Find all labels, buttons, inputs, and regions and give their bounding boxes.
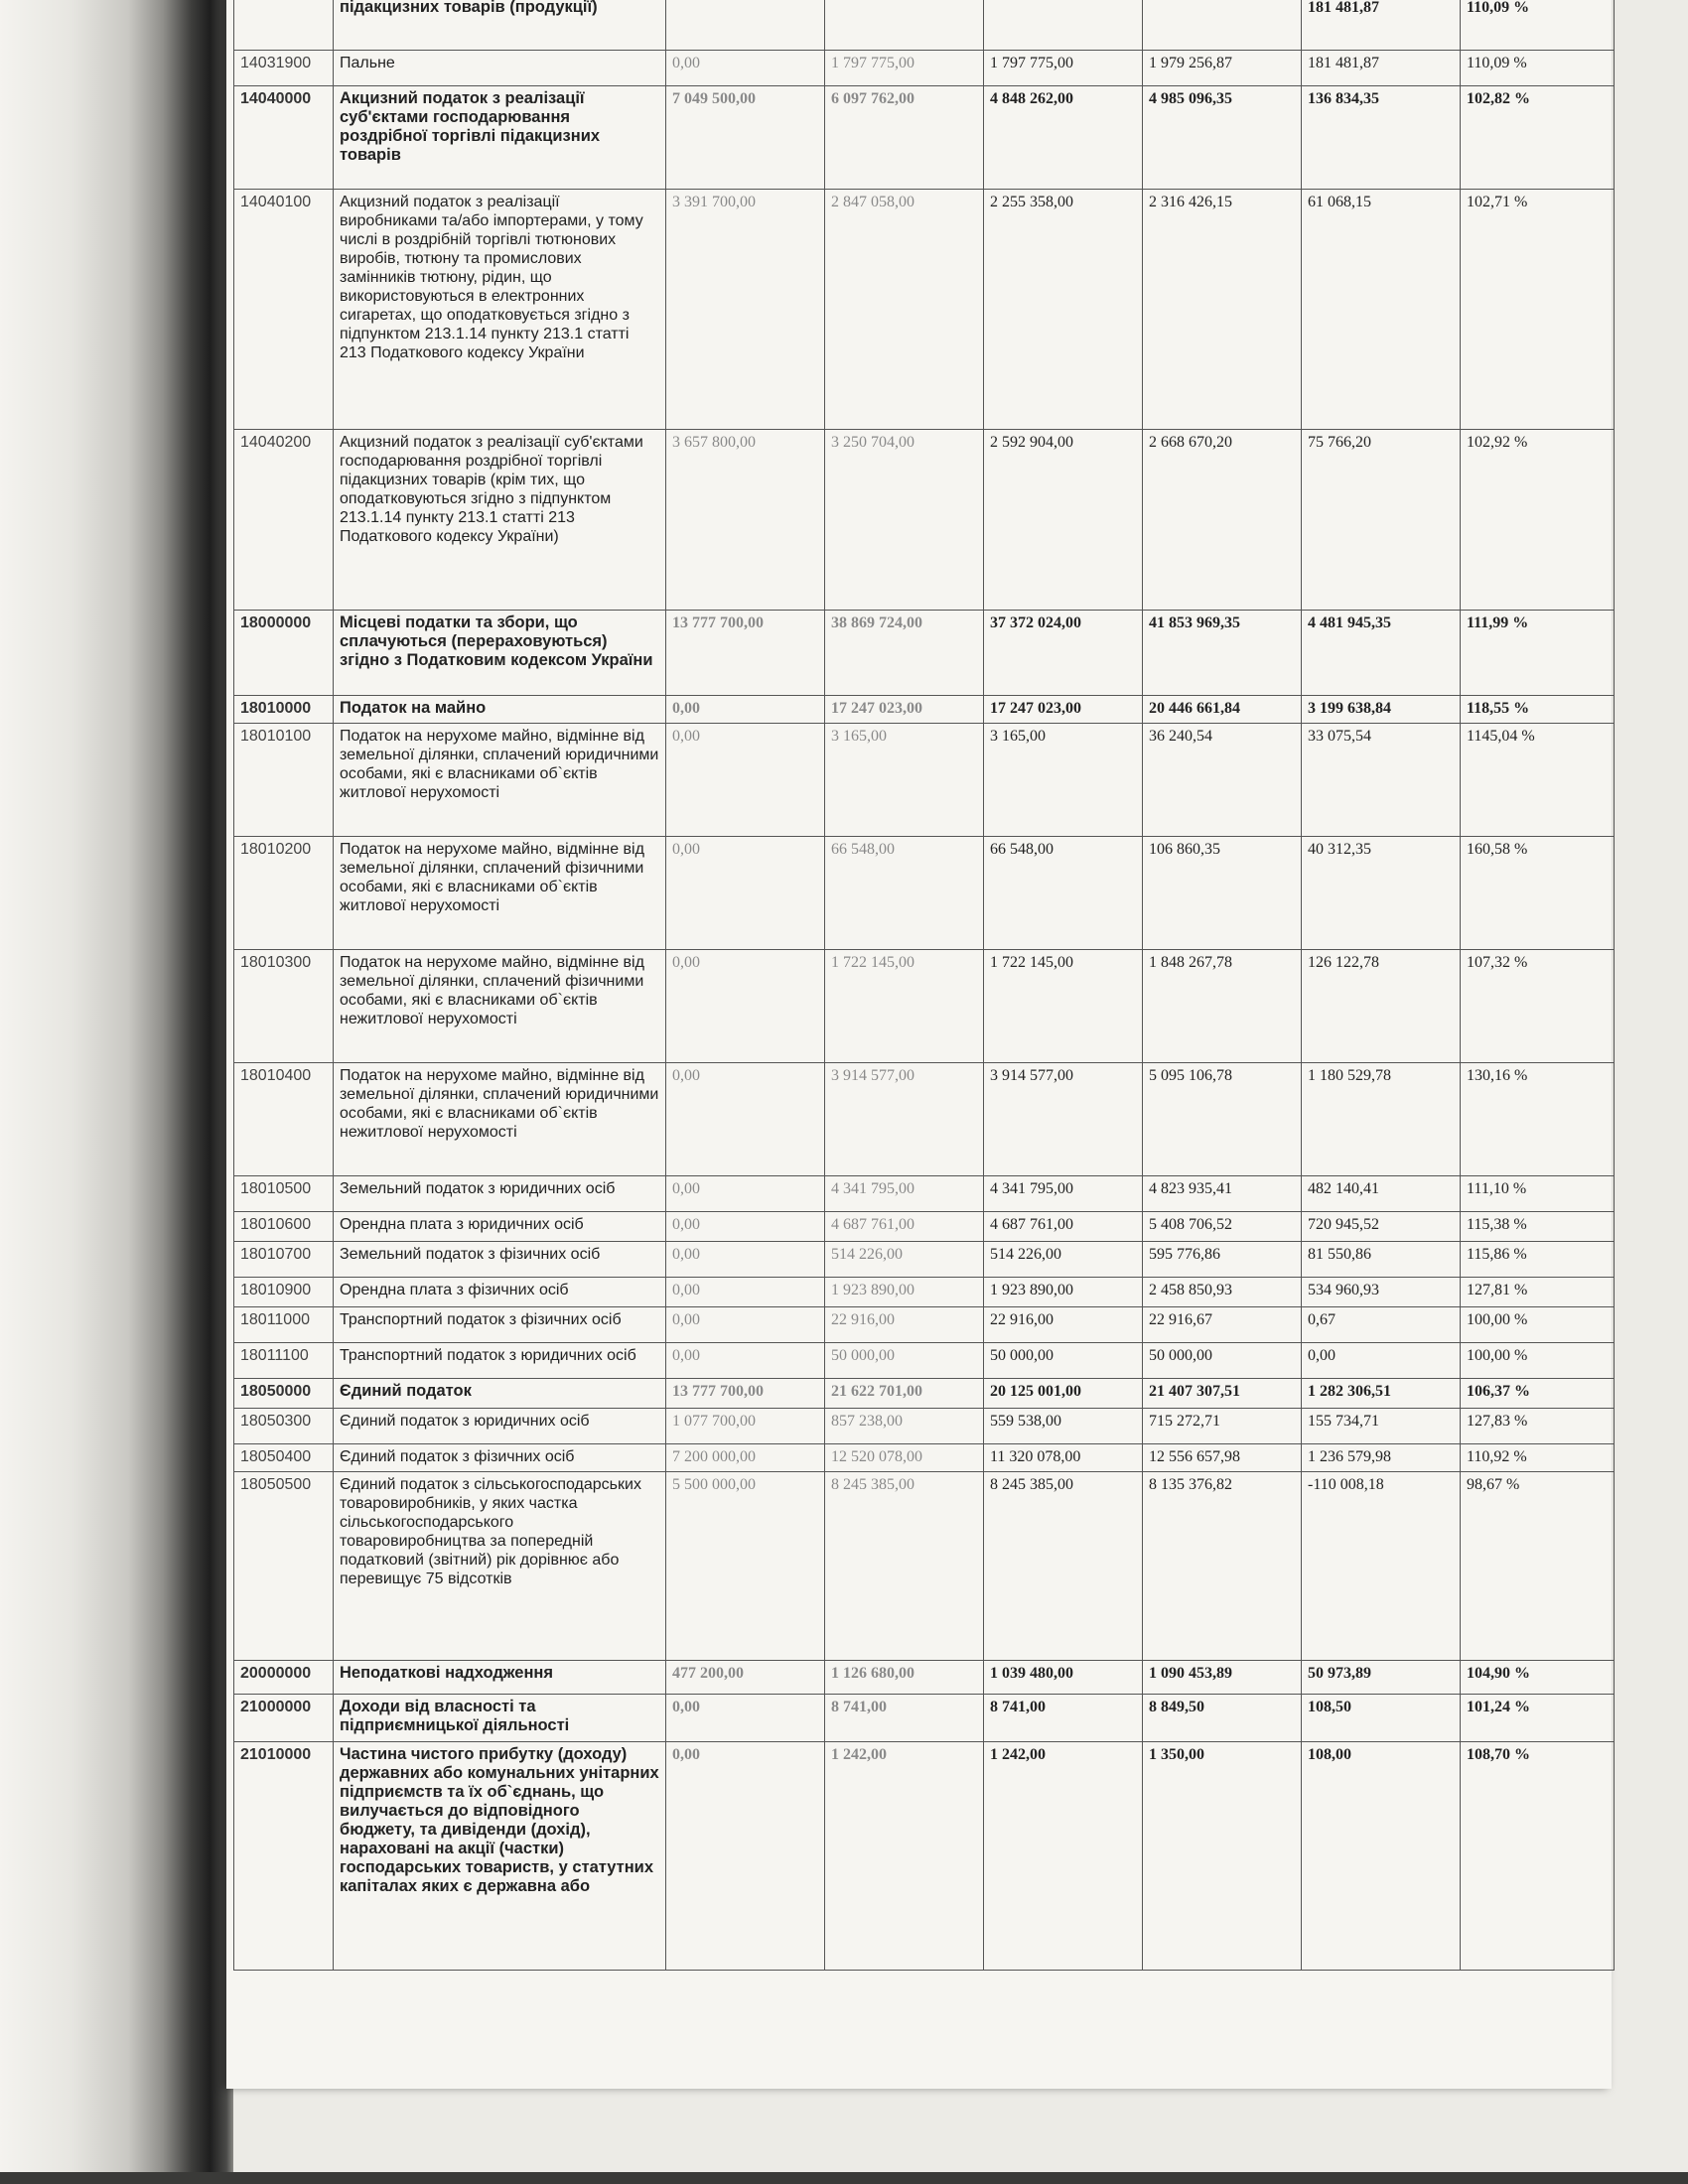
- row-name: Єдиний податок з юридичних осіб: [334, 1409, 666, 1444]
- row-plan-period: 8 741,00: [984, 1695, 1143, 1742]
- row-name: Земельний податок з юридичних осіб: [334, 1176, 666, 1212]
- row-percent: 102,82 %: [1461, 86, 1615, 190]
- row-plan-revised: 1 797 775,00: [825, 51, 984, 86]
- row-actual: 4 985 096,35: [1143, 86, 1302, 190]
- row-percent: 118,55 %: [1461, 696, 1615, 724]
- row-percent: 127,83 %: [1461, 1409, 1615, 1444]
- row-plan-revised: 50 000,00: [825, 1343, 984, 1379]
- row-deviation: 136 834,35: [1302, 86, 1461, 190]
- row-code: 18010500: [234, 1176, 334, 1212]
- row-plan-year: 477 200,00: [666, 1661, 825, 1695]
- row-plan-period: 11 320 078,00: [984, 1444, 1143, 1472]
- row-deviation: 126 122,78: [1302, 950, 1461, 1063]
- budget-revenue-table: [233, 0, 1615, 1971]
- table-row: [234, 1307, 1615, 1343]
- row-code: 18000000: [234, 611, 334, 696]
- row-plan-period: 559 538,00: [984, 1409, 1143, 1444]
- row-plan-period: 2 592 904,00: [984, 430, 1143, 611]
- row-name: Пальне: [334, 51, 666, 86]
- row-plan-period: 17 247 023,00: [984, 696, 1143, 724]
- row-code: 18050300: [234, 1409, 334, 1444]
- table-row: [234, 1176, 1615, 1212]
- row-name: Доходи від власності та підприємницької діяльності: [334, 1695, 666, 1742]
- row-percent: 102,92 %: [1461, 430, 1615, 611]
- table-row: [234, 724, 1615, 837]
- row-deviation: 1 236 579,98: [1302, 1444, 1461, 1472]
- row-plan-year: 1 077 700,00: [666, 1409, 825, 1444]
- row-actual: 21 407 307,51: [1143, 1379, 1302, 1409]
- row-plan-year: 0,00: [666, 1278, 825, 1307]
- table-row: [234, 1278, 1615, 1307]
- row-plan-year: 3 391 700,00: [666, 190, 825, 430]
- table-row: [234, 1343, 1615, 1379]
- row-deviation: 181 481,87: [1302, 0, 1461, 51]
- table-row: [234, 430, 1615, 611]
- row-actual: 20 446 661,84: [1143, 696, 1302, 724]
- row-plan-year: 0,00: [666, 1212, 825, 1242]
- row-plan-period: 1 797 775,00: [984, 51, 1143, 86]
- table-row: [234, 1661, 1615, 1695]
- row-code: 18050000: [234, 1379, 334, 1409]
- row-plan-period: 66 548,00: [984, 837, 1143, 950]
- row-actual: 1 350,00: [1143, 1742, 1302, 1971]
- table-row: [234, 0, 1615, 51]
- row-plan-revised: 1 722 145,00: [825, 950, 984, 1063]
- row-deviation: 40 312,35: [1302, 837, 1461, 950]
- table-row: [234, 1212, 1615, 1242]
- row-plan-revised: 4 341 795,00: [825, 1176, 984, 1212]
- row-deviation: 0,67: [1302, 1307, 1461, 1343]
- row-plan-period: 1 242,00: [984, 1742, 1143, 1971]
- row-plan-year: 5 500 000,00: [666, 1472, 825, 1661]
- table-row: [234, 696, 1615, 724]
- row-name: Податок на нерухоме майно, відмінне від земельної ділянки, сплачений юридичними особами, які є власниками об`єктів нежитлової нерухомості: [334, 1063, 666, 1176]
- row-name: Податок на нерухоме майно, відмінне від земельної ділянки, сплачений фізичними особами, які є власниками об`єктів житлової нерухомості: [334, 837, 666, 950]
- row-plan-year: 0,00: [666, 51, 825, 86]
- row-deviation: 81 550,86: [1302, 1242, 1461, 1278]
- row-plan-year: 0,00: [666, 1176, 825, 1212]
- row-name: Земельний податок з фізичних осіб: [334, 1242, 666, 1278]
- table-row: [234, 950, 1615, 1063]
- row-percent: 98,67 %: [1461, 1472, 1615, 1661]
- row-plan-period: 4 848 262,00: [984, 86, 1143, 190]
- row-deviation: 33 075,54: [1302, 724, 1461, 837]
- table-row: [234, 51, 1615, 86]
- row-plan-period: 514 226,00: [984, 1242, 1143, 1278]
- row-plan-revised: 6 097 762,00: [825, 86, 984, 190]
- row-actual: 2 316 426,15: [1143, 190, 1302, 430]
- row-deviation: 4 481 945,35: [1302, 611, 1461, 696]
- row-code: 18010400: [234, 1063, 334, 1176]
- table-row: [234, 1063, 1615, 1176]
- row-actual: 50 000,00: [1143, 1343, 1302, 1379]
- row-code: 14040000: [234, 86, 334, 190]
- row-plan-year: 0,00: [666, 1742, 825, 1971]
- row-code: 18011100: [234, 1343, 334, 1379]
- row-code: 14031900: [234, 51, 334, 86]
- row-deviation: 181 481,87: [1302, 51, 1461, 86]
- row-percent: 106,37 %: [1461, 1379, 1615, 1409]
- row-plan-period: 3 165,00: [984, 724, 1143, 837]
- book-binding-shadow: [0, 0, 233, 2184]
- table-row: [234, 837, 1615, 950]
- row-plan-revised: 38 869 724,00: [825, 611, 984, 696]
- row-deviation: 1 282 306,51: [1302, 1379, 1461, 1409]
- row-actual: 8 135 376,82: [1143, 1472, 1302, 1661]
- row-plan-year: 0,00: [666, 1307, 825, 1343]
- row-plan-year: [666, 0, 825, 51]
- row-code: 18010900: [234, 1278, 334, 1307]
- row-plan-revised: 21 622 701,00: [825, 1379, 984, 1409]
- row-percent: 110,09 %: [1461, 0, 1615, 51]
- row-percent: 115,86 %: [1461, 1242, 1615, 1278]
- row-deviation: 534 960,93: [1302, 1278, 1461, 1307]
- row-actual: 5 408 706,52: [1143, 1212, 1302, 1242]
- row-plan-year: 13 777 700,00: [666, 1379, 825, 1409]
- row-actual: 4 823 935,41: [1143, 1176, 1302, 1212]
- row-plan-revised: 2 847 058,00: [825, 190, 984, 430]
- row-plan-revised: 8 741,00: [825, 1695, 984, 1742]
- row-actual: 8 849,50: [1143, 1695, 1302, 1742]
- row-plan-revised: 1 923 890,00: [825, 1278, 984, 1307]
- row-plan-revised: 17 247 023,00: [825, 696, 984, 724]
- row-plan-revised: 3 250 704,00: [825, 430, 984, 611]
- table-row: [234, 1444, 1615, 1472]
- row-actual: 1 848 267,78: [1143, 950, 1302, 1063]
- row-percent: 127,81 %: [1461, 1278, 1615, 1307]
- row-name: Орендна плата з фізичних осіб: [334, 1278, 666, 1307]
- row-name: Транспортний податок з юридичних осіб: [334, 1343, 666, 1379]
- row-plan-period: 37 372 024,00: [984, 611, 1143, 696]
- row-actual: 2 458 850,93: [1143, 1278, 1302, 1307]
- row-percent: 160,58 %: [1461, 837, 1615, 950]
- table-row: [234, 1242, 1615, 1278]
- row-plan-revised: 66 548,00: [825, 837, 984, 950]
- row-deviation: 75 766,20: [1302, 430, 1461, 611]
- row-code: [234, 0, 334, 51]
- row-deviation: 108,00: [1302, 1742, 1461, 1971]
- row-plan-year: 13 777 700,00: [666, 611, 825, 696]
- row-plan-period: 20 125 001,00: [984, 1379, 1143, 1409]
- row-code: 20000000: [234, 1661, 334, 1695]
- row-code: 18011000: [234, 1307, 334, 1343]
- row-plan-revised: [825, 0, 984, 51]
- row-name: підакцизних товарів (продукції): [334, 0, 666, 51]
- page-bottom-edge: [0, 2172, 1688, 2184]
- row-plan-period: 1 039 480,00: [984, 1661, 1143, 1695]
- row-plan-year: 0,00: [666, 1343, 825, 1379]
- row-actual: 2 668 670,20: [1143, 430, 1302, 611]
- row-deviation: 1 180 529,78: [1302, 1063, 1461, 1176]
- row-plan-year: 0,00: [666, 1063, 825, 1176]
- row-code: 21000000: [234, 1695, 334, 1742]
- row-plan-year: 0,00: [666, 696, 825, 724]
- table-row: [234, 1409, 1615, 1444]
- row-percent: 130,16 %: [1461, 1063, 1615, 1176]
- row-name: Частина чистого прибутку (доходу) державних або комунальних унітарних підприємств та їх об`єднань, що вилучається до відповідного бюджету, та дивіденди (дохід), нараховані на акції (частки) господарських товариств, у статутних капіталах яких є державна або: [334, 1742, 666, 1971]
- table-row: [234, 1695, 1615, 1742]
- row-plan-year: 7 049 500,00: [666, 86, 825, 190]
- row-name: Орендна плата з юридичних осіб: [334, 1212, 666, 1242]
- row-code: 18010300: [234, 950, 334, 1063]
- row-actual: 1 979 256,87: [1143, 51, 1302, 86]
- row-plan-year: 0,00: [666, 724, 825, 837]
- row-actual: 41 853 969,35: [1143, 611, 1302, 696]
- row-actual: 715 272,71: [1143, 1409, 1302, 1444]
- row-name: Податок на майно: [334, 696, 666, 724]
- row-name: Транспортний податок з фізичних осіб: [334, 1307, 666, 1343]
- row-plan-revised: 22 916,00: [825, 1307, 984, 1343]
- table-row: [234, 1742, 1615, 1971]
- row-code: 18010200: [234, 837, 334, 950]
- row-plan-period: 4 341 795,00: [984, 1176, 1143, 1212]
- row-plan-period: 8 245 385,00: [984, 1472, 1143, 1661]
- row-actual: 1 090 453,89: [1143, 1661, 1302, 1695]
- row-percent: 107,32 %: [1461, 950, 1615, 1063]
- row-percent: 100,00 %: [1461, 1307, 1615, 1343]
- row-code: 18010100: [234, 724, 334, 837]
- row-plan-revised: 12 520 078,00: [825, 1444, 984, 1472]
- table-row: [234, 190, 1615, 430]
- row-name: Податок на нерухоме майно, відмінне від земельної ділянки, сплачений юридичними особами, які є власниками об`єктів житлової нерухомості: [334, 724, 666, 837]
- row-code: 18010000: [234, 696, 334, 724]
- row-actual: 36 240,54: [1143, 724, 1302, 837]
- row-percent: 110,09 %: [1461, 51, 1615, 86]
- row-plan-period: 4 687 761,00: [984, 1212, 1143, 1242]
- row-plan-period: 2 255 358,00: [984, 190, 1143, 430]
- row-plan-period: 3 914 577,00: [984, 1063, 1143, 1176]
- row-percent: 111,10 %: [1461, 1176, 1615, 1212]
- row-name: Податок на нерухоме майно, відмінне від земельної ділянки, сплачений фізичними особами, які є власниками об`єктів нежитлової нерухомості: [334, 950, 666, 1063]
- row-name: Єдиний податок: [334, 1379, 666, 1409]
- row-deviation: 61 068,15: [1302, 190, 1461, 430]
- row-percent: 102,71 %: [1461, 190, 1615, 430]
- row-deviation: 720 945,52: [1302, 1212, 1461, 1242]
- row-percent: 110,92 %: [1461, 1444, 1615, 1472]
- row-name: Єдиний податок з сільськогосподарських товаровиробників, у яких частка сільськогосподарського товаровиробництва за попередній податковий (звітний) рік дорівнює або перевищує 75 відсотків: [334, 1472, 666, 1661]
- table-row: [234, 611, 1615, 696]
- row-code: 21010000: [234, 1742, 334, 1971]
- row-name: Місцеві податки та збори, що сплачуються (перераховуються) згідно з Податковим кодексом України: [334, 611, 666, 696]
- row-actual: 595 776,86: [1143, 1242, 1302, 1278]
- row-deviation: 155 734,71: [1302, 1409, 1461, 1444]
- row-plan-year: 3 657 800,00: [666, 430, 825, 611]
- row-actual: 5 095 106,78: [1143, 1063, 1302, 1176]
- row-percent: 115,38 %: [1461, 1212, 1615, 1242]
- row-actual: 106 860,35: [1143, 837, 1302, 950]
- row-deviation: 50 973,89: [1302, 1661, 1461, 1695]
- row-plan-period: [984, 0, 1143, 51]
- row-plan-revised: 3 165,00: [825, 724, 984, 837]
- row-code: 18010600: [234, 1212, 334, 1242]
- row-plan-revised: 3 914 577,00: [825, 1063, 984, 1176]
- row-code: 14040200: [234, 430, 334, 611]
- row-plan-revised: 8 245 385,00: [825, 1472, 984, 1661]
- row-plan-year: 7 200 000,00: [666, 1444, 825, 1472]
- table-row: [234, 1472, 1615, 1661]
- row-name: Акцизний податок з реалізації суб'єктами господарювання роздрібної торгівлі підакцизних товарів (крім тих, що оподатковуються згідно з підпунктом 213.1.14 пункту 213.1 статті 213 Податкового кодексу України): [334, 430, 666, 611]
- row-plan-period: 1 722 145,00: [984, 950, 1143, 1063]
- row-deviation: 108,50: [1302, 1695, 1461, 1742]
- row-plan-revised: 4 687 761,00: [825, 1212, 984, 1242]
- row-actual: 22 916,67: [1143, 1307, 1302, 1343]
- table-row: [234, 86, 1615, 190]
- row-plan-period: 1 923 890,00: [984, 1278, 1143, 1307]
- row-plan-year: 0,00: [666, 1242, 825, 1278]
- row-plan-period: 22 916,00: [984, 1307, 1143, 1343]
- row-deviation: 3 199 638,84: [1302, 696, 1461, 724]
- row-plan-revised: 514 226,00: [825, 1242, 984, 1278]
- row-deviation: -110 008,18: [1302, 1472, 1461, 1661]
- row-code: 18050400: [234, 1444, 334, 1472]
- row-plan-revised: 1 126 680,00: [825, 1661, 984, 1695]
- row-percent: 100,00 %: [1461, 1343, 1615, 1379]
- row-percent: 104,90 %: [1461, 1661, 1615, 1695]
- row-name: Акцизний податок з реалізації виробниками та/або імпортерами, у тому числі в роздрібній торгівлі тютюнових виробів, тютюну та промислових замінників тютюну, рідин, що використовуються в електронних сигаретах, що оподатковується згідно з підпунктом 213.1.14 пункту 213.1 статті 213 Податкового кодексу України: [334, 190, 666, 430]
- row-percent: 101,24 %: [1461, 1695, 1615, 1742]
- row-plan-year: 0,00: [666, 950, 825, 1063]
- row-percent: 108,70 %: [1461, 1742, 1615, 1971]
- row-name: Неподаткові надходження: [334, 1661, 666, 1695]
- row-plan-year: 0,00: [666, 837, 825, 950]
- row-actual: 12 556 657,98: [1143, 1444, 1302, 1472]
- row-deviation: 0,00: [1302, 1343, 1461, 1379]
- table-row: [234, 1379, 1615, 1409]
- row-actual: [1143, 0, 1302, 51]
- row-plan-year: 0,00: [666, 1695, 825, 1742]
- row-plan-period: 50 000,00: [984, 1343, 1143, 1379]
- row-plan-revised: 1 242,00: [825, 1742, 984, 1971]
- row-percent: 1145,04 %: [1461, 724, 1615, 837]
- row-plan-revised: 857 238,00: [825, 1409, 984, 1444]
- row-code: 18050500: [234, 1472, 334, 1661]
- row-name: Єдиний податок з фізичних осіб: [334, 1444, 666, 1472]
- row-name: Акцизний податок з реалізації суб'єктами господарювання роздрібної торгівлі підакцизних товарів: [334, 86, 666, 190]
- row-code: 14040100: [234, 190, 334, 430]
- row-percent: 111,99 %: [1461, 611, 1615, 696]
- row-deviation: 482 140,41: [1302, 1176, 1461, 1212]
- row-code: 18010700: [234, 1242, 334, 1278]
